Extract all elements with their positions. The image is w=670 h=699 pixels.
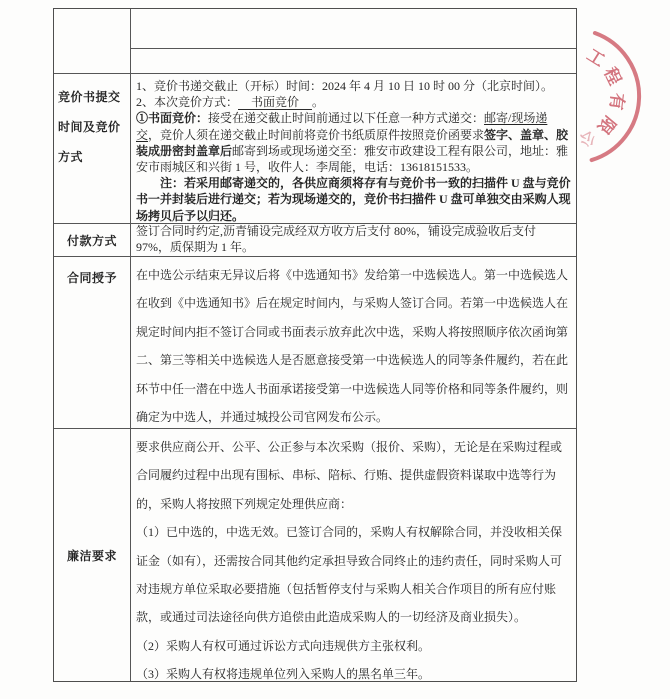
seal-char-gong: 工 bbox=[583, 45, 609, 71]
seal-char-xian: 限 bbox=[593, 112, 620, 138]
payment-header: 付款方式 bbox=[54, 224, 131, 256]
contract-award-content bbox=[131, 257, 576, 428]
bid-delivery-lead: ①书面竞价： bbox=[136, 111, 209, 126]
integrity-content bbox=[131, 429, 576, 681]
seal-char-you: 有 bbox=[606, 91, 628, 112]
table-row-integrity bbox=[54, 428, 576, 681]
contract-award-text: 在中选公示结束无异议后将《中选通知书》发给第一中选候选人。第一中选候选人在收到《中选通知书》后在规定时间内，与采购人签订合同。若第一中选候选人在规定时间内拒不签订合同或书面表示放弃此次中选，采购人将按照顺序依次函询第二、第三等相关中选候选人是否愿意接受第一中选候选人的同等条件履约，若在此环节中任一潜在中选人书面承诺接受第一中选候选人同等价格和同等条件履约，则确定为中选人，并通过城投公司官网发布公示。 bbox=[136, 268, 569, 425]
table-row-bid-submission bbox=[54, 73, 576, 223]
bid-delivery-bold: 签字、盖章、胶装成册密封盖章后 bbox=[136, 127, 569, 158]
table-row-contract-award bbox=[54, 256, 576, 428]
bid-delivery-underlined: 邮寄/现场递交 bbox=[136, 111, 548, 142]
bid-method-line bbox=[136, 94, 571, 110]
table-row-empty bbox=[54, 9, 576, 73]
bid-delivery-seg2: ，竞价人须在递交截止时间前将竞价书纸质原件按照竞价函要求 bbox=[148, 127, 485, 142]
bid-deadline-line: 1、竞价书递交截止（开标）时间：2024 年 4 月 10 日 10 时 00 分（北京时间）。 bbox=[136, 79, 554, 93]
payment-text: 签订合同时约定,沥青铺设完成经双方收方后支付 80%，铺设完成验收后支付 97%，质保期为 1 年。 bbox=[136, 224, 536, 254]
integrity-paragraph-1: 要求供应商公开、公平、公正参与本次采购（报价、采购），无论是在采购过程或合同履约过程中出现有围标、串标、陪标、行贿、提供虚假资料谋取中选等行为的，采购人将按照下列规定处理供应商： bbox=[136, 440, 563, 511]
bid-submission-content bbox=[131, 74, 576, 223]
row-sub-divider bbox=[131, 9, 576, 49]
seal-char-cheng: 程 bbox=[600, 64, 625, 89]
bid-submission-header: 竞价书提交时间及竞价方式 bbox=[54, 74, 131, 223]
bid-method-prefix: 2、本次竞价方式： bbox=[136, 95, 239, 110]
payment-content bbox=[131, 224, 576, 256]
empty-header-cell bbox=[54, 9, 131, 73]
seal-char-partial: 公 bbox=[577, 127, 598, 149]
integrity-paragraph-2: （1）已中选的，中选无效。已签订合同的，采购人有权解除合同，并没收相关保证金（如有），还需按合同其他约定承担导致合同终止的违约责任，同时采购人可对违规方单位采取必要措施（包括暂停支付与采购人相关合作项目的所有应付账款，或通过司法途径向供方追偿由此造成采购人的一切经济及商业损失）。 bbox=[136, 525, 563, 625]
seal-outer-ring-arc bbox=[592, 33, 639, 160]
bid-note-paragraph: 注：若采用邮寄递交的，各供应商须将存有与竞价书一致的扫描件 U 盘与竞价书一并封装后进行递交；若为现场递交的，竞价书扫描件 U 盘可单独交由采购人现场拷贝后予以归还。 bbox=[136, 176, 571, 223]
integrity-paragraph-3: （2）采购人有权可通过诉讼方式向违规供方主张权利。 bbox=[136, 638, 431, 653]
bid-delivery-seg3: 邮寄到场或现场递交至：雅安市政建设工程有限公司，地址：雅安市雨城区和兴街 1 号，收件人：李周能，电话：13618151533。 bbox=[136, 143, 569, 175]
contract-award-header: 合同授予 bbox=[54, 257, 131, 428]
bid-delivery-paragraph bbox=[136, 110, 571, 175]
table-row-payment bbox=[54, 223, 576, 256]
bidding-terms-table bbox=[53, 8, 577, 682]
bid-method-suffix: 。 bbox=[312, 95, 325, 110]
bid-delivery-seg1: 接受在递交截止时间前通过以下任意一种方式递交： bbox=[208, 111, 485, 126]
bid-method-value: 书面竞价 bbox=[238, 95, 312, 110]
integrity-header: 廉洁要求 bbox=[54, 429, 131, 681]
integrity-paragraph-4: （3）采购人有权将违规单位列入采购人的黑名单三年。 bbox=[136, 667, 431, 682]
empty-content-cell bbox=[131, 9, 576, 73]
